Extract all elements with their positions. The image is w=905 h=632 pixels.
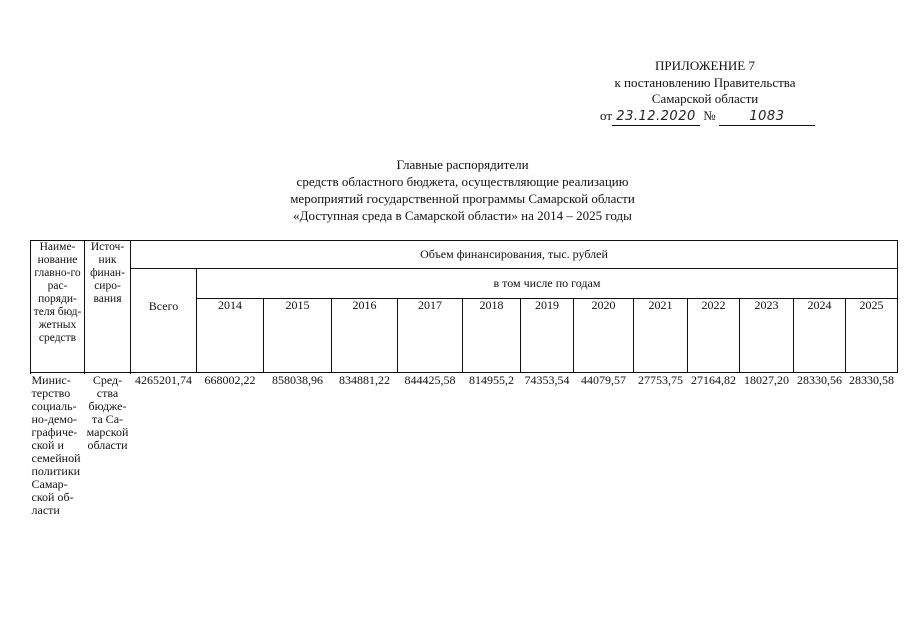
row-value: 74353,54 bbox=[524, 372, 570, 387]
year-cell: 2016 bbox=[332, 299, 398, 373]
document-title-line-3: мероприятий государственной программы Самарской области bbox=[290, 191, 635, 206]
header-total: Всего bbox=[131, 269, 197, 373]
header-by-years: в том числе по годам bbox=[197, 269, 898, 299]
year-cell: 2014 bbox=[197, 299, 264, 373]
appendix-line-1: к постановлению Правительства bbox=[614, 74, 796, 90]
year-cell: 2021 bbox=[634, 299, 688, 373]
document-title bbox=[200, 156, 725, 224]
header-funding: Объем финансирования, тыс. рублей bbox=[131, 241, 898, 269]
document-title-line-4: «Доступная среда в Самарской области» на 2014 – 2025 годы bbox=[293, 208, 632, 223]
year-cell: 2020 bbox=[574, 299, 634, 373]
year-cell: 2024 bbox=[794, 299, 846, 373]
year-cell: 2015 bbox=[264, 299, 332, 373]
year-cell: 2023 bbox=[740, 299, 794, 373]
handwritten-number: 1083 bbox=[719, 109, 815, 127]
appendix-date-line bbox=[560, 108, 850, 127]
number-prefix: № bbox=[703, 107, 716, 123]
appendix-title: ПРИЛОЖЕНИЕ 7 bbox=[655, 58, 755, 73]
row-manager: Минис-терство социаль-но-демо-графиче-ской и семейной политики Самар-ской об-ласти bbox=[31, 373, 81, 517]
year-cell: 2018 bbox=[463, 299, 521, 373]
row-value: 28330,58 bbox=[849, 372, 894, 387]
year-cell: 2019 bbox=[521, 299, 574, 373]
table-row bbox=[31, 373, 898, 518]
year-cell: 2022 bbox=[688, 299, 740, 373]
row-value: 668002,22 bbox=[204, 372, 256, 387]
year-cell: 2017 bbox=[398, 299, 463, 373]
funding-table bbox=[30, 240, 898, 517]
appendix-line-2: Самарской области bbox=[651, 91, 759, 106]
date-prefix: от bbox=[600, 107, 613, 123]
year-cell: 2025 bbox=[846, 299, 898, 373]
appendix-header bbox=[560, 58, 850, 126]
document-title-line-1: Главные распорядители bbox=[396, 157, 529, 172]
row-total: 4265201,74 bbox=[135, 373, 192, 387]
handwritten-date: 23.12.2020 bbox=[612, 109, 700, 127]
row-source: Сред-ства бюдже-та Са-марской области bbox=[86, 373, 129, 452]
document-title-line-2: средств областного бюджета, осуществляющие реализацию bbox=[296, 174, 629, 189]
row-value: 27753,75 bbox=[638, 372, 683, 387]
row-value: 858038,96 bbox=[272, 372, 323, 387]
row-value: 28330,56 bbox=[797, 372, 842, 387]
row-value: 18027,20 bbox=[744, 372, 789, 387]
row-value: 44079,57 bbox=[581, 372, 626, 387]
row-value: 844425,58 bbox=[404, 372, 456, 387]
row-value: 814955,2 bbox=[469, 372, 514, 387]
header-manager: Наиме-нование главно-го рас-поряди-теля бюд-жетных средств bbox=[31, 241, 85, 373]
header-source: Источ-ник финан-сиро-вания bbox=[85, 241, 131, 373]
row-value: 27164,82 bbox=[691, 372, 736, 387]
row-value: 834881,22 bbox=[339, 372, 390, 387]
